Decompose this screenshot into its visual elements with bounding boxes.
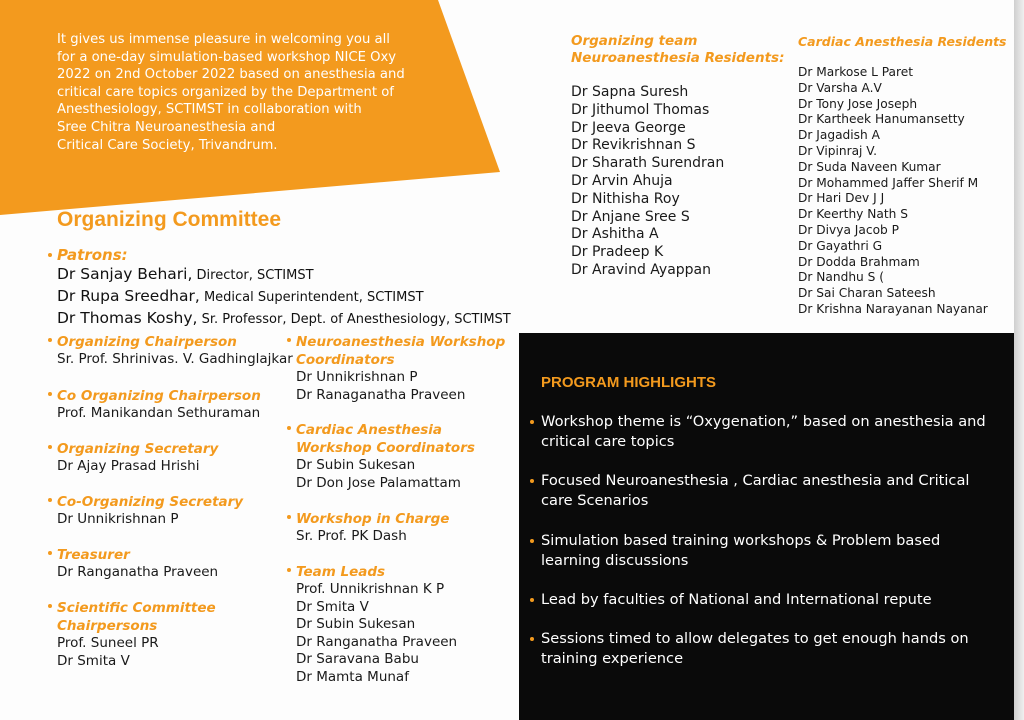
resident-name: Dr Jithumol Thomas (571, 101, 710, 118)
member-name: Prof. Manikandan Sethuraman (57, 405, 261, 421)
member-name: Dr Ajay Prasad Hrishi (57, 458, 200, 474)
highlight-item: Workshop theme is “Oxygenation,” based on anesthesia and critical care topics (541, 412, 991, 452)
resident-name: Dr Vipinraj V. (798, 143, 877, 158)
organizing-committee-title: Organizing Committee (57, 208, 282, 231)
resident-name: Dr Pradeep K (571, 244, 664, 261)
committee-group-organizing-secretary (57, 440, 218, 476)
highlight-item: Lead by faculties of National and International repute (541, 590, 991, 610)
cardiac-residents-heading: Cardiac Anesthesia Residents (798, 34, 1007, 49)
highlight-item: Focused Neuroanesthesia , Cardiac anesthesia and Critical care Scenarios (541, 471, 991, 511)
resident-name: Dr Gayathri G (798, 238, 883, 253)
resident-name: Dr Suda Naveen Kumar (798, 159, 941, 174)
resident-name: Dr Varsha A.V (798, 80, 882, 95)
member-name: Dr Mamta Munaf (296, 668, 409, 685)
organizing-team-heading: Organizing team Neuroanesthesia Residents: (571, 33, 785, 66)
member-name: Sr. Prof. PK Dash (296, 528, 407, 544)
patrons-heading: Patrons: (57, 246, 128, 264)
patron-entry: Dr Thomas Koshy, Sr. Professor, Dept. of Anesthesiology, SCTIMST (57, 309, 511, 327)
committee-group-scientific-committee (57, 599, 216, 670)
resident-name: Dr Ashitha A (571, 226, 659, 243)
group-heading: Organizing Secretary (57, 441, 219, 457)
committee-group-treasurer (57, 546, 218, 582)
cardiac-residents-list (798, 65, 988, 318)
group-heading: Neuroanesthesia Workshop Coordinators (296, 334, 506, 368)
committee-group-team-leads (296, 563, 457, 687)
resident-name: Dr Sharath Surendran (571, 155, 725, 172)
resident-name: Dr Kartheek Hanumansetty (798, 112, 965, 127)
resident-name: Dr Jagadish A (798, 128, 880, 143)
patron-entry: Dr Rupa Sreedhar, Medical Superintendent, SCTIMST (57, 287, 424, 305)
resident-name: Dr Aravind Ayappan (571, 261, 711, 278)
member-name: Dr Subin Sukesan (296, 616, 416, 633)
page-edge-shadow (1014, 0, 1024, 720)
member-name: Dr Unnikrishnan P (296, 369, 418, 385)
resident-name: Dr Revikrishnan S (571, 137, 696, 154)
member-name: Dr Ranaganatha Praveen (296, 386, 466, 403)
resident-name: Dr Krishna Narayanan Nayanar (798, 301, 988, 316)
committee-group-co-organizing-secretary (57, 493, 243, 529)
resident-name: Dr Dodda Brahmam (798, 254, 920, 269)
resident-name: Dr Nandhu S ( (798, 270, 885, 285)
resident-name: Dr Nithisha Roy (571, 190, 680, 207)
member-name: Dr Don Jose Palamattam (296, 474, 461, 491)
resident-name: Dr Tony Jose Joseph (798, 96, 918, 111)
patrons-section (57, 246, 511, 330)
group-heading: Team Leads (296, 564, 386, 580)
resident-name: Dr Hari Dev J J (798, 191, 885, 206)
member-name: Dr Saravana Babu (296, 651, 419, 668)
welcome-message: It gives us immense pleasure in welcoming you all for a one-day simulation-based workshop NICE Oxy 2022 on 2nd October 2022 based on anesthesia and critical care topics organized by the Department of Anesthesiology, SCTIMST in collaboration with Sree Chitra Neuroanesthesia and Critical Care Society, Trivandrum. (57, 32, 405, 153)
resident-name: Dr Anjane Sree S (571, 208, 690, 225)
group-heading: Co Organizing Chairperson (57, 388, 261, 404)
group-heading: Scientific Committee Chairpersons (57, 600, 216, 634)
member-name: Prof. Unnikrishnan K P (296, 581, 445, 597)
resident-name: Dr Sapna Suresh (571, 84, 689, 100)
program-highlights-title: PROGRAM HIGHLIGHTS (541, 374, 716, 391)
member-name: Sr. Prof. Shrinivas. V. Gadhinglajkar (57, 351, 293, 367)
resident-name: Dr Keerthy Nath S (798, 207, 908, 222)
resident-name: Dr Jeeva George (571, 119, 686, 136)
member-name: Dr Unnikrishnan P (57, 511, 179, 527)
group-heading: Cardiac Anesthesia Workshop Coordinators (296, 422, 475, 456)
member-name: Dr Ranganatha Praveen (296, 633, 458, 650)
patron-entry: Dr Sanjay Behari, Director, SCTIMST (57, 265, 314, 283)
member-name: Dr Ranganatha Praveen (57, 564, 219, 580)
committee-group-co-organizing-chairperson (57, 387, 261, 423)
resident-name: Dr Sai Charan Sateesh (798, 286, 936, 301)
member-name: Dr Subin Sukesan (296, 457, 416, 473)
group-heading: Treasurer (57, 547, 130, 563)
member-name: Dr Smita V (57, 652, 130, 669)
group-heading: Workshop in Charge (296, 511, 450, 527)
group-heading: Co-Organizing Secretary (57, 494, 244, 510)
resident-name: Dr Divya Jacob P (798, 222, 899, 237)
neuro-residents-list (571, 84, 724, 280)
committee-group-cardiac-coordinators (296, 421, 475, 492)
committee-group-neuro-coordinators (296, 333, 505, 404)
resident-name: Dr Arvin Ahuja (571, 172, 673, 189)
member-name: Dr Smita V (296, 598, 369, 615)
resident-name: Dr Mohammed Jaffer Sherif M (798, 175, 979, 190)
resident-name: Dr Markose L Paret (798, 65, 914, 79)
highlight-item: Simulation based training workshops & Problem based learning discussions (541, 531, 991, 571)
committee-group-organizing-chairperson (57, 333, 293, 369)
committee-group-workshop-in-charge (296, 510, 449, 546)
group-heading: Organizing Chairperson (57, 334, 237, 350)
member-name: Prof. Suneel PR (57, 635, 159, 651)
highlight-item: Sessions timed to allow delegates to get enough hands on training experience (541, 629, 991, 669)
